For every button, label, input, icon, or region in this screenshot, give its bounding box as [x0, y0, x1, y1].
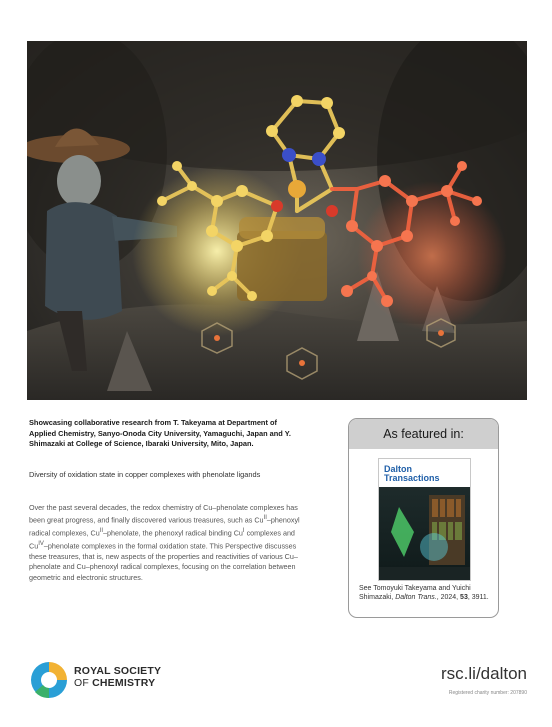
featured-heading: As featured in: [349, 419, 498, 449]
journal-cover-art [379, 487, 470, 580]
cover-illustration [27, 41, 527, 400]
journal-title: Dalton Transactions [384, 464, 440, 483]
cover-artwork [27, 41, 527, 400]
citation: See Tomoyuki Takeyama and Yuichi Shimazaki, Dalton Trans., 2024, 53, 3911. [359, 585, 489, 602]
charity-number: Registered charity number: 207890 [448, 690, 527, 696]
featured-box [348, 418, 499, 618]
article-subtitle: Diversity of oxidation state in copper complexes with phenolate ligands [29, 470, 261, 479]
abstract-text: Over the past several decades, the redox chemistry of Cu–phenolate complexes has been great progress, and finally discovered various treasures, such as $Cu^{II}$–phenoxyl radical complexes, $Cu^{II}$–phenolate, the phenoxyl radical binding $Cu^I$ complexes and $Cu^{IV}$–phenolate complexes in the formal oxidation state. This Perspective discusses these treasures, that is, new aspects of the properties and reactivities of various Cu–phenolate and Cu–phenoxyl radical complexes, focusing on the correlation between geometric and electronic structures. [29, 503, 300, 582]
journal-url[interactable]: rsc.li/dalton [441, 664, 527, 683]
rsc-logo-icon [29, 660, 69, 700]
journal-cover-thumbnail[interactable] [378, 458, 471, 581]
society-name: ROYAL SOCIETY OF CHEMISTRY [74, 665, 162, 689]
showcase-text: Showcasing collaborative research from T. Takeyama at Department of Applied Chemistry, Sanyo-Onoda City University, Yamaguchi, Japan and Y. Shimazaki at College of Science, Ibaraki University, Mito, Japan. [29, 418, 291, 449]
